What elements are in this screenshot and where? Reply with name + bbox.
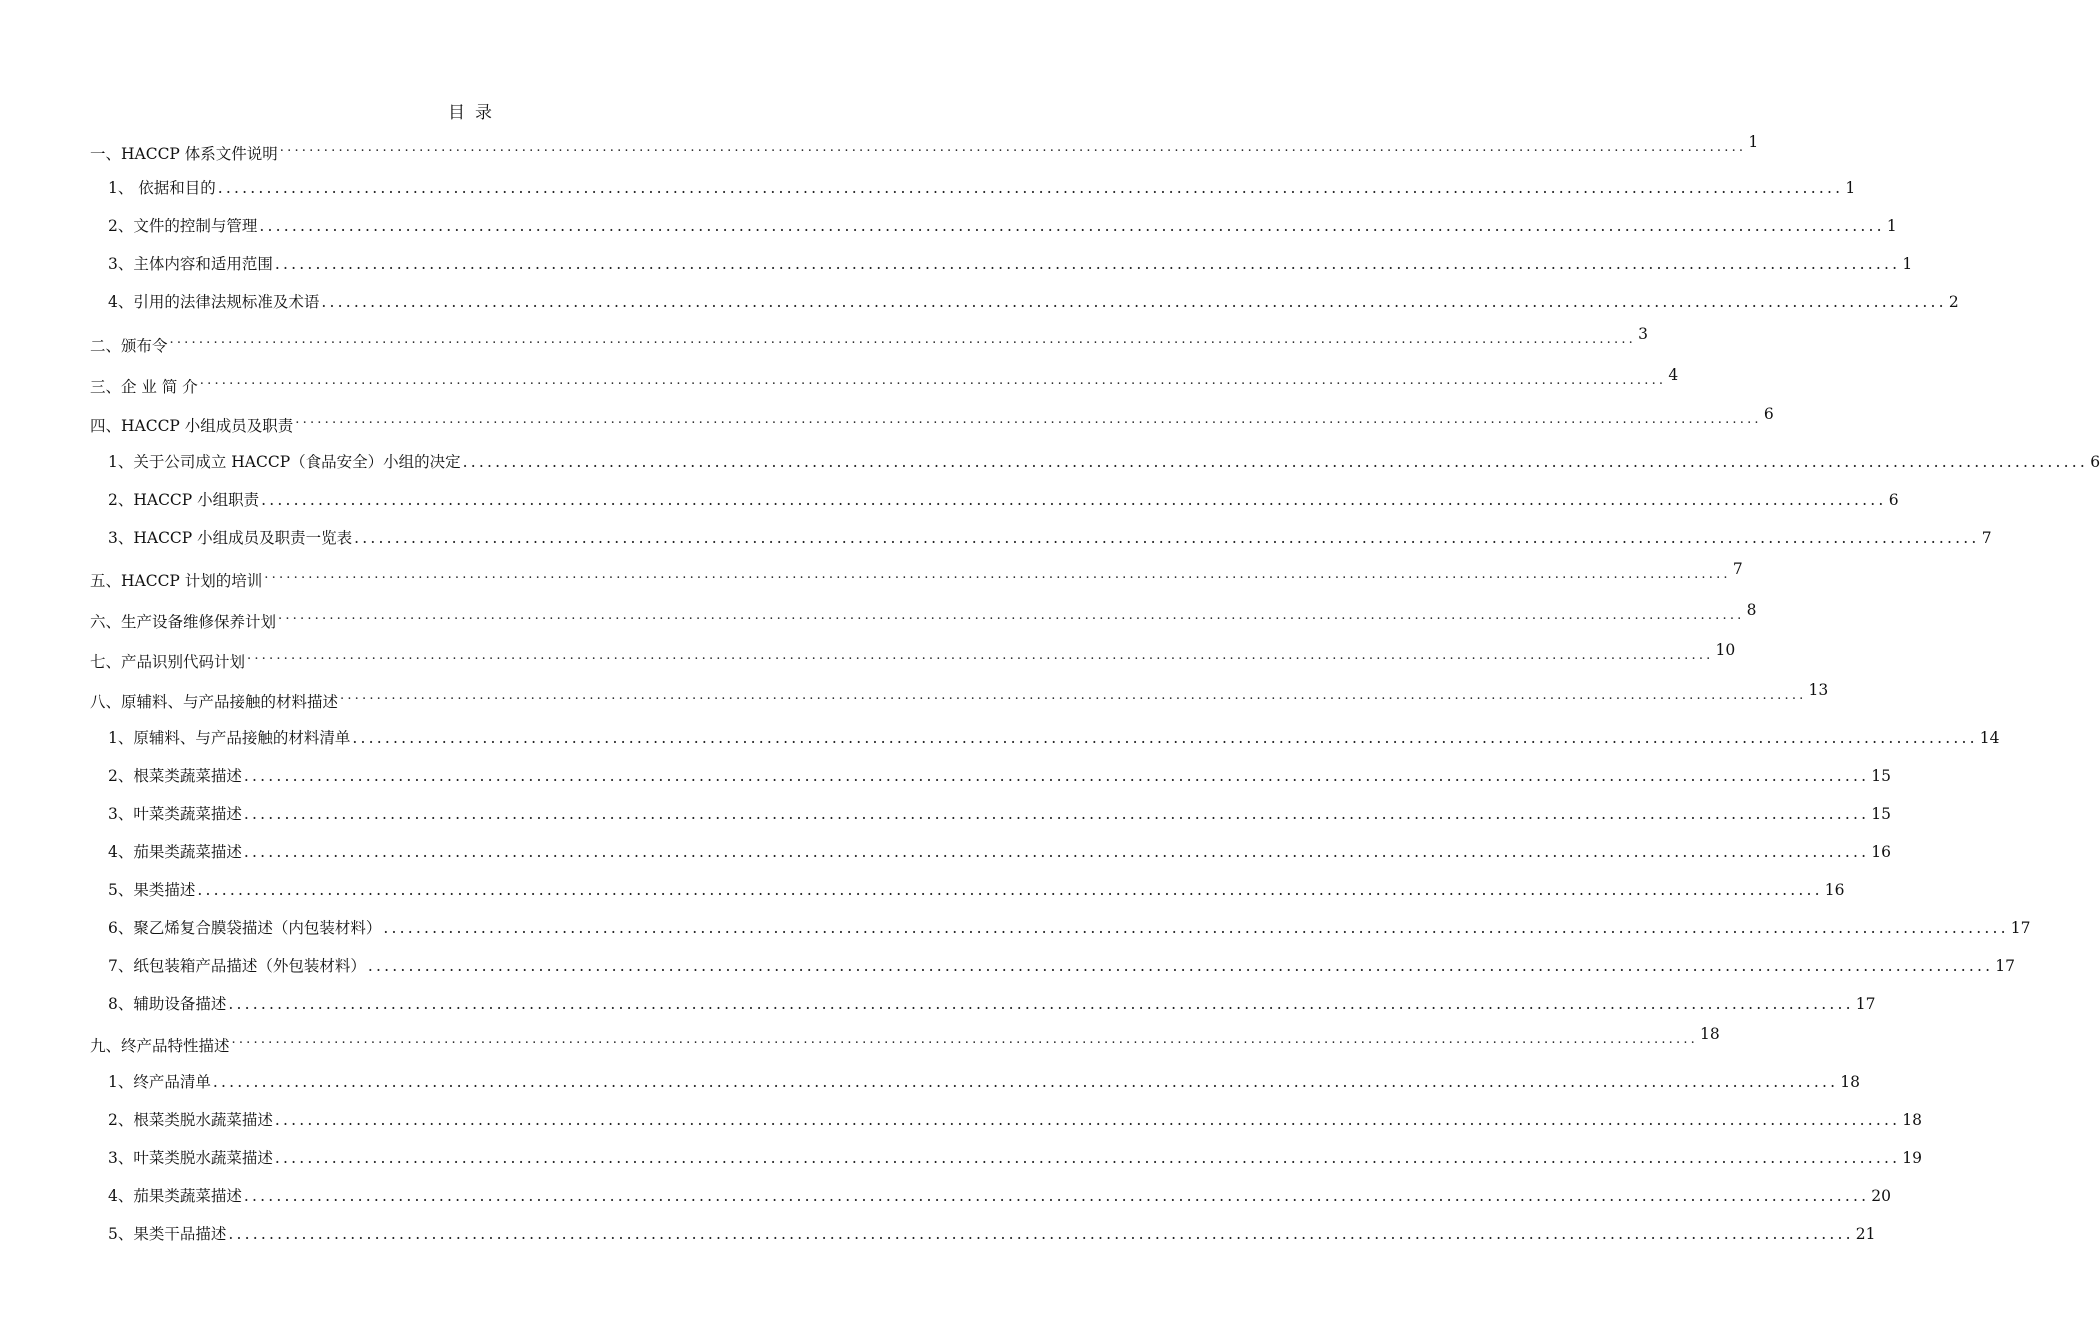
toc-section-entry[interactable] xyxy=(108,286,1959,312)
toc-entry-label: 1、关于公司成立 HACCP（食品安全）小组的决定 xyxy=(108,453,461,471)
toc-entry-label: 四、HACCP 小组成员及职责 xyxy=(90,417,294,435)
toc-leader-dots: ........................................................................................................................................................................................................ xyxy=(243,805,1870,823)
toc-section-entry[interactable] xyxy=(108,484,1899,510)
toc-entry-label: 2、文件的控制与管理 xyxy=(108,217,258,235)
toc-entry-label: 8、辅助设备描述 xyxy=(108,995,227,1013)
toc-section-entry[interactable] xyxy=(108,760,1892,786)
toc-section-entry[interactable] xyxy=(108,210,1897,236)
toc-chapter-entry[interactable] xyxy=(90,641,1736,672)
toc-entry-label: 5、果类描述 xyxy=(108,881,196,899)
toc-entry-label: 3、HACCP 小组成员及职责一览表 xyxy=(108,529,353,547)
toc-leader-dots: ........................................................................................................................................................................................................ xyxy=(212,1073,1839,1091)
toc-section-entry[interactable] xyxy=(108,248,1913,274)
toc-entry-label: 六、生产设备维修保养计划 xyxy=(90,613,277,631)
toc-page-number: 1 xyxy=(1748,133,1759,151)
toc-entry-label: 三、企 业 简 介 xyxy=(90,378,198,396)
toc-leader-dots: ........................................................................................................................................................................................................ xyxy=(383,919,2009,937)
toc-leader-dots: ........................................................................................................................................................................................................ xyxy=(243,767,1870,785)
toc-entry-label: 6、聚乙烯复合膜袋描述（内包装材料） xyxy=(108,919,382,937)
toc-page-number: 13 xyxy=(1808,681,1829,699)
toc-page-number: 7 xyxy=(1981,529,1992,547)
toc-entry-label: 二、颁布令 xyxy=(90,337,168,355)
toc-entry-label: 3、主体内容和适用范围 xyxy=(108,255,273,273)
toc-page-number: 17 xyxy=(1995,957,2016,975)
toc-entry-label: 4、茄果类蔬菜描述 xyxy=(108,843,242,861)
toc-section-entry[interactable] xyxy=(108,722,2000,748)
toc-chapter-entry[interactable] xyxy=(90,1025,1720,1056)
toc-leader-dots: ........................................................................................................................................................................................................ xyxy=(247,648,1714,663)
toc-entry-label: 7、纸包装箱产品描述（外包装材料） xyxy=(108,957,366,975)
toc-leader-dots: ........................................................................................................................................................................................................ xyxy=(264,567,1731,582)
toc-page-number: 6 xyxy=(1888,491,1899,509)
toc-entry-label: 1、 依据和目的 xyxy=(108,179,216,197)
toc-leader-dots: ........................................................................................................................................................................................................ xyxy=(279,140,1747,155)
toc-chapter-entry[interactable] xyxy=(90,681,1829,712)
toc-section-entry[interactable] xyxy=(108,1180,1892,1206)
toc-page-number: 1 xyxy=(1845,179,1856,197)
toc-page-number: 6 xyxy=(1763,405,1774,423)
toc-entry-label: 五、HACCP 计划的培训 xyxy=(90,572,263,590)
toc-section-entry[interactable] xyxy=(108,950,2016,976)
toc-entry-label: 5、果类干品描述 xyxy=(108,1225,227,1243)
toc-leader-dots: ........................................................................................................................................................................................................ xyxy=(274,1149,1901,1167)
toc-section-entry[interactable] xyxy=(108,912,2031,938)
toc-page-number: 8 xyxy=(1746,601,1757,619)
toc-page-number: 1 xyxy=(1886,217,1897,235)
toc-leader-dots: ........................................................................................................................................................................................................ xyxy=(352,729,1978,747)
toc-chapter-entry[interactable] xyxy=(90,366,1679,397)
toc-chapter-entry[interactable] xyxy=(90,325,1648,356)
toc-leader-dots: ........................................................................................................................................................................................................ xyxy=(321,293,1947,311)
toc-leader-dots: ........................................................................................................................................................................................................ xyxy=(231,1032,1698,1047)
toc-section-entry[interactable] xyxy=(108,1218,1876,1244)
toc-entry-label: 2、根菜类脱水蔬菜描述 xyxy=(108,1111,273,1129)
toc-section-entry[interactable] xyxy=(108,874,1845,900)
toc-leader-dots: ........................................................................................................................................................................................................ xyxy=(278,608,1745,623)
toc-entry-label: 1、原辅料、与产品接触的材料清单 xyxy=(108,729,351,747)
toc-leader-dots: ........................................................................................................................................................................................................ xyxy=(243,1187,1870,1205)
toc-section-entry[interactable] xyxy=(108,988,1876,1014)
toc-entry-label: 4、茄果类蔬菜描述 xyxy=(108,1187,242,1205)
toc-leader-dots: ........................................................................................................................................................................................................ xyxy=(274,1111,1901,1129)
toc-entry-label: 1、终产品清单 xyxy=(108,1073,211,1091)
toc-page-number: 6 xyxy=(2090,453,2100,471)
toc-section-entry[interactable] xyxy=(108,798,1892,824)
toc-page-number: 18 xyxy=(1699,1025,1720,1043)
toc-chapter-entry[interactable] xyxy=(90,601,1757,632)
toc-page-number: 18 xyxy=(1840,1073,1861,1091)
toc-page-number: 4 xyxy=(1668,366,1679,384)
toc-page-number: 7 xyxy=(1732,560,1743,578)
toc-page-number: 16 xyxy=(1824,881,1845,899)
toc-leader-dots: ........................................................................................................................................................................................................ xyxy=(340,688,1807,703)
toc-section-entry[interactable] xyxy=(108,1066,1861,1092)
toc-page-number: 10 xyxy=(1715,641,1736,659)
toc-page-number: 15 xyxy=(1871,767,1892,785)
toc-entry-label: 七、产品识别代码计划 xyxy=(90,653,246,671)
toc-leader-dots: ........................................................................................................................................................................................................ xyxy=(354,529,1980,547)
toc-page-number: 19 xyxy=(1902,1149,1923,1167)
toc-page-number: 15 xyxy=(1871,805,1892,823)
toc-leader-dots: ........................................................................................................................................................................................................ xyxy=(462,453,2089,471)
toc-page-number: 17 xyxy=(2010,919,2031,937)
toc-leader-dots: ........................................................................................................................................................................................................ xyxy=(228,995,1854,1013)
toc-leader-dots: ........................................................................................................................................................................................................ xyxy=(228,1225,1854,1243)
toc-section-entry[interactable] xyxy=(108,1104,1923,1130)
toc-leader-dots: ........................................................................................................................................................................................................ xyxy=(197,881,1823,899)
toc-leader-dots: ........................................................................................................................................................................................................ xyxy=(274,255,1901,273)
toc-section-entry[interactable] xyxy=(108,522,1992,548)
toc-page-number: 14 xyxy=(1979,729,2000,747)
toc-leader-dots: ........................................................................................................................................................................................................ xyxy=(199,373,1667,388)
toc-page-number: 3 xyxy=(1638,325,1648,343)
toc-section-entry[interactable] xyxy=(108,836,1892,862)
toc-page-number: 1 xyxy=(1902,255,1913,273)
toc-page-number: 2 xyxy=(1948,293,1959,311)
toc-chapter-entry[interactable] xyxy=(90,405,1774,436)
toc-section-entry[interactable] xyxy=(108,446,2100,472)
toc-page-number: 16 xyxy=(1871,843,1892,861)
toc-leader-dots: ........................................................................................................................................................................................................ xyxy=(261,491,1887,509)
toc-leader-dots: ........................................................................................................................................................................................................ xyxy=(259,217,1885,235)
toc-leader-dots: ........................................................................................................................................................................................................ xyxy=(217,179,1844,197)
toc-entry-label: 2、HACCP 小组职责 xyxy=(108,491,260,509)
toc-entry-label: 4、引用的法律法规标准及术语 xyxy=(108,293,320,311)
toc-page-number: 18 xyxy=(1902,1111,1923,1129)
toc-entry-label: 八、原辅料、与产品接触的材料描述 xyxy=(90,693,339,711)
toc-section-entry[interactable] xyxy=(108,172,1856,198)
toc-entry-label: 一、HACCP 体系文件说明 xyxy=(90,145,278,163)
toc-leader-dots: ........................................................................................................................................................................................................ xyxy=(169,332,1636,347)
toc-chapter-entry[interactable] xyxy=(90,560,1743,591)
toc-page-number: 21 xyxy=(1855,1225,1876,1243)
toc-entry-label: 3、叶菜类脱水蔬菜描述 xyxy=(108,1149,273,1167)
toc-page-number: 20 xyxy=(1871,1187,1892,1205)
toc-page-number: 17 xyxy=(1855,995,1876,1013)
toc-section-entry[interactable] xyxy=(108,1142,1923,1168)
toc-entry-label: 九、终产品特性描述 xyxy=(90,1037,230,1055)
toc-entry-label: 2、根菜类蔬菜描述 xyxy=(108,767,242,785)
toc-entry-label: 3、叶菜类蔬菜描述 xyxy=(108,805,242,823)
toc-leader-dots: ........................................................................................................................................................................................................ xyxy=(243,843,1870,861)
toc-title: 目录 xyxy=(448,103,502,123)
toc-leader-dots: ........................................................................................................................................................................................................ xyxy=(367,957,1994,975)
toc-chapter-entry[interactable] xyxy=(90,133,1759,164)
toc-leader-dots: ........................................................................................................................................................................................................ xyxy=(295,412,1762,427)
